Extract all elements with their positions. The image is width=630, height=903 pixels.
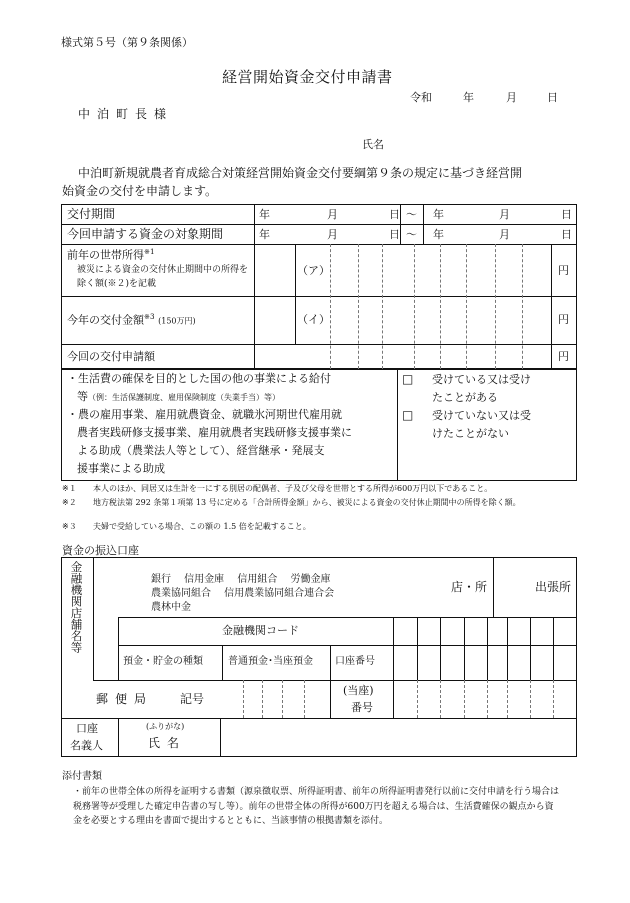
attachments-text: ・前年の世帯全体の所得を証明する書類（源泉徴収票、所得証明書、前年の所得証明書発行以前に交付申請を行う場合は税務署等が受理した確定申告書の写し等）。前年の世帯全体の所得が600万円を超える場合は、生活費確保の観点から資金を必要とする理由を書面で提出するとともに、当該事情の根拠書類を添付。 — [73, 787, 560, 827]
period-end-month: 月 — [499, 208, 510, 221]
benefit-line-4: 農者実践研修支援事業、雇用就農者実践研修支援事業に — [77, 426, 352, 439]
symbol-label: 記号 — [180, 692, 205, 706]
deposit-type-value: 普通預金･当座預金 — [228, 656, 313, 667]
period-start-month: 月 — [327, 208, 338, 221]
target-end-year: 年 — [433, 228, 444, 241]
target-end-month: 月 — [499, 228, 510, 241]
mark-i: （イ） — [297, 313, 330, 326]
benefit-line-5: よる助成（農業法人等として）、経営継承・発展支 — [77, 444, 325, 457]
date-month: 月 — [506, 91, 517, 104]
option-1-checkbox[interactable]: □ — [402, 372, 414, 386]
target-start-month: 月 — [327, 228, 338, 241]
account-number-label: 口座番号 — [335, 656, 375, 667]
current-label: (当座) — [343, 684, 374, 697]
this-year-text: 今年の交付金額 — [67, 313, 144, 327]
holder-name-label: 氏名 — [148, 736, 187, 750]
intro-line-2: 始資金の交付を申請します。 — [62, 184, 218, 198]
note-1-text: 本人のほか、同居又は生計を一にする別居の配偶者、子及び父母を世帯とする所得が600万円以下であること。 — [93, 484, 493, 493]
this-year-sup: ※3 — [144, 312, 155, 321]
period-end-day: 日 — [561, 208, 572, 221]
number-label: 番号 — [351, 701, 373, 714]
period-start-year: 年 — [259, 208, 270, 221]
bank-types-line-1: 銀行 信用金庫 信用組合 労働金庫 — [151, 574, 331, 585]
page-title: 経営開始資金交付申請書 — [222, 68, 393, 86]
target-start-year: 年 — [259, 228, 270, 241]
note-1-mark: ※１ — [62, 484, 77, 493]
intro-line-1: 中泊町新規就農者育成総合対策経営開始資金交付要綱第９条の規定に基づき経営開 — [78, 166, 523, 180]
period-label: 交付期間 — [67, 207, 116, 221]
this-year-yen: 円 — [558, 313, 569, 326]
date-day: 日 — [547, 91, 558, 104]
date-year: 年 — [463, 91, 474, 104]
benefit-line-2-text: 等 — [77, 390, 88, 403]
furigana-label: (ふりがな) — [146, 722, 185, 731]
target-tilde: ～ — [406, 228, 417, 241]
bank-section-title: 資金の振込口座 — [62, 544, 139, 557]
addressee: 中泊町長様 — [78, 107, 174, 121]
holder-label-1: 口座 — [76, 722, 98, 735]
note-3-text: 夫婦で受給している場合、この額の 1.5 倍を記載すること。 — [93, 522, 311, 531]
form-number: 様式第５号（第９条関係） — [61, 36, 193, 49]
applicant-name-label: 氏名 — [362, 138, 384, 151]
attachments-title: 添付書類 — [62, 771, 102, 782]
period-start-day: 日 — [389, 208, 400, 221]
benefit-line-2-sub: （例：生活保護制度、雇用保険制度（失業手当）等） — [88, 393, 280, 402]
bank-code-label: 金融機関コード — [222, 624, 299, 637]
prev-income-sub-2: 除く額(※２)を記載 — [77, 279, 157, 289]
option-2-line-1: 受けていない又は受 — [432, 409, 531, 422]
holder-label-2: 名義人 — [70, 739, 103, 752]
note-2-mark: ※２ — [62, 498, 77, 507]
benefit-line-6: 援事業による助成 — [77, 462, 165, 475]
note-3-mark: ※３ — [62, 522, 77, 531]
note-2-text: 地方税法第 292 条第１項第 13 号に定める「合計所得金額」から、被災による資金の交付休止期間中の所得を除く額。 — [93, 498, 521, 507]
bank-types-line-2: 農業協同組合 信用農業協同組合連合会 — [151, 588, 335, 599]
option-1-line-2: たことがある — [432, 391, 498, 404]
this-year-note: (150万円) — [158, 316, 196, 326]
this-year-label — [67, 313, 196, 327]
prev-income-sup: ※1 — [144, 247, 155, 256]
mark-a: （ア） — [297, 264, 330, 277]
branch-label: 店・所 — [451, 580, 488, 594]
date-era: 令和 — [410, 91, 432, 104]
benefit-line-3: ・農の雇用事業、雇用就農資金、就職氷河期世代雇用就 — [67, 408, 342, 421]
period-end-year: 年 — [433, 208, 444, 221]
this-app-label: 今回の交付申請額 — [67, 350, 155, 363]
option-1-line-1: 受けている又は受け — [432, 373, 531, 386]
prev-income-sub-1: 被災による資金の交付休止期間中の所得を — [77, 265, 249, 275]
prev-income-text: 前年の世帯所得 — [67, 248, 144, 262]
target-period-label: 今回申請する資金の対象期間 — [67, 227, 224, 241]
target-end-day: 日 — [561, 228, 572, 241]
prev-income-label — [67, 248, 155, 262]
post-office-label: 郵便局 — [96, 692, 154, 706]
institution-label: 金融機関店舗名等 — [69, 561, 84, 653]
deposit-type-label: 預金・貯金の種類 — [123, 656, 203, 667]
bank-types-line-3: 農林中金 — [151, 602, 191, 613]
sub-branch-label: 出張所 — [535, 580, 572, 594]
option-2-line-2: けたことがない — [432, 427, 509, 440]
this-app-yen: 円 — [558, 350, 569, 363]
prev-income-yen: 円 — [558, 264, 569, 277]
target-start-day: 日 — [389, 228, 400, 241]
benefit-line-2 — [77, 390, 280, 403]
option-2-checkbox[interactable]: □ — [402, 408, 414, 422]
benefit-line-1: ・生活費の確保を目的とした国の他の事業による給付 — [67, 372, 331, 385]
period-tilde: ～ — [406, 208, 417, 221]
